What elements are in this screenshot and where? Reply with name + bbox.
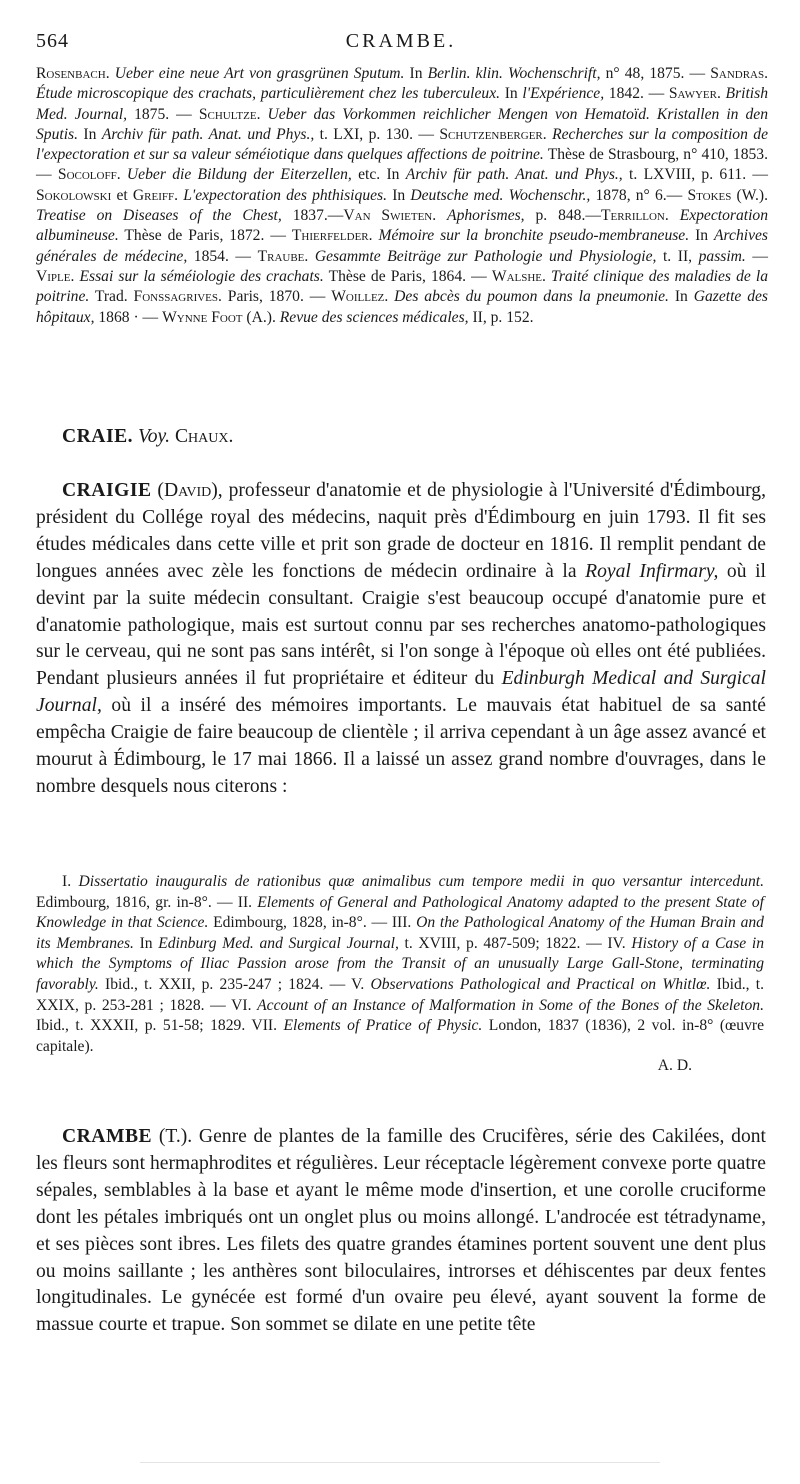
italic-title: Elements of General and Pathological Anatomy adapted to the present State of Knowledge in that Science. [36,893,765,932]
text-run: ), professeur d'anatomie et de physiologie à l'Université d'Édimbourg, président du Collége royal des médecins, naquit près d'Édimbourg en juin 1793. Il fit ses études médicales dans cette ville et prit son grade de docteur en 1816. Il remplit pendant de longues années avec zèle les fonctions de médecin ordinaire à la [36,480,766,582]
bibliography-block [36,64,768,328]
text-run: 1868 · — [94,308,163,326]
italic-title: Recherches sur la composition de l'expectoration et sur sa valeur séméiotique dans quelques affections de poitrine. [36,125,769,164]
author-name: Stokes [687,186,732,204]
italic-title: Étude microscopique des crachats, particulièrement chez les tuberculeux. [36,85,501,103]
text-run: p. 848.— [524,207,601,225]
author-name: Van Swieten [343,207,433,225]
text-run: . Paris, 1870. — [218,288,332,306]
author-name: David [163,480,212,501]
text-run: 1837.— [281,207,344,225]
text-run: . [70,267,80,285]
italic-title: Elements of Pratice of Physic. [283,1017,483,1035]
text-run: t. XVIII, p. 487-509; 1822. — IV. [398,934,632,952]
text-run: In [500,85,523,103]
voy-reference: Voy. [137,426,171,447]
italic-title: Des abcès du poumon dans la pneumonie. [394,288,669,306]
running-head: CRAMBE. [345,30,457,52]
author-name: Viple [36,267,71,285]
text-run: In [387,186,411,204]
author-name: Schutzenberger [439,125,543,143]
text-run: — [745,247,768,265]
italic-title: Expectoration albumineuse. [36,207,769,245]
text-run: . [105,65,115,82]
italic-title: Deutsche med. Wochenschr., [410,186,591,204]
italic-title: Dissertatio inauguralis de rationibus quæ animalibus cum tempore medii in quo versantur intercedunt. [78,873,764,890]
text-run: . [432,207,448,225]
text-run: Thèse de Strasbourg, n° 410, 1853. — [36,146,769,184]
author-name: Traube [257,247,305,265]
text-run: 1842. — [604,85,669,103]
text-run: Thèse de Paris, 1864. — [323,267,492,285]
text-run: etc. In [351,166,406,184]
craie-entry [36,424,766,451]
text-run: n° 48, 1875. — [600,65,711,82]
author-name: Thierfelder [291,227,369,245]
text-run: In [404,65,428,82]
text-run: . [542,125,553,143]
italic-title: History of a Case in which the Symptoms of Iliac Passion arose from the Transit of an unusually Large Gall-Stone, terminating favorably. [36,934,765,993]
headword-crambe: CRAMBE [62,1126,153,1147]
author-name: Rosenbach [36,65,106,82]
italic-title: Gazette des hôpitaux, [36,288,768,326]
text-run: In [78,125,102,143]
text-run: Thèse de Paris, 1872. — [118,227,292,245]
text-run: I. [62,873,79,890]
author-name: Sawyer [668,85,717,103]
text-run: . [716,85,726,103]
italic-title: Treatise on Diseases of the Chest, [36,207,282,225]
text-run: 1878, n° 6.— [590,186,688,204]
italic-title: Ueber die Bildung der Eiterzellen, [126,166,352,184]
italic-title: Gesammte Beiträge zur Pathologie und Physiologie, [314,247,657,265]
crambe-body: (T.). Genre de plantes de la famille des Crucifères, série des Cakilées, dont les fleurs sont hermaphrodites et régulières. Leur réceptacle légèrement convexe porte quatre sépales, semblables à la base et ayant le même mode d'insertion, et une corolle cruciforme dont les pétales imbriqués ont un onglet plus ou moins allongé. L'androcée est tétradyname, et ses pièces sont ibres. Les filets des quatre grandes étamines portent souvent une dent plus ou moins saillante ; les anthères sont biloculaires, introrses et déhiscentes par deux fentes longitudinales. Le gynécée est formé d'un ovaire peu élevé, ayant souvent la forme de massue courte et trapue. Son sommet se dilate en une petite tête [36,1126,766,1336]
italic-title: Royal Infirmary, [585,560,719,582]
author-name: Woillez [331,288,385,306]
author-name: Socoloff [57,166,117,184]
headword-craigie: CRAIGIE [62,480,152,501]
italic-title: Observations Pathological and Practical on Whitlœ. [370,975,711,993]
text-run: où il a inséré des mémoires importants. Le mauvais état habituel de sa santé empêcha Craigie de faire beaucoup de clientèle ; il arriva cependant à un âge assez avancé et mourut à Édimbourg, le 17 mai 1866. Il a laissé un assez grand nombre d'ouvrages, dans le nombre desquels nous citerons : [36,695,766,797]
text-run: . [664,207,680,225]
bleed-through-line [140,1462,660,1463]
italic-title: Essai sur la séméiologie des crachats. [79,267,324,285]
text-run: . [384,288,395,306]
craigie-entry [36,478,766,801]
text-run: (A.). [242,308,280,326]
page-header [36,30,766,56]
text-run: 1875. — [127,105,199,123]
italic-title: Ueber eine neue Art von grasgrünen Sputum. [114,65,405,82]
text-run: . [174,186,184,204]
text-run: t. LXVIII, p. 611. — [622,166,769,184]
page-number: 564 [36,30,69,52]
italic-title: British Med. Journal, [36,85,769,123]
italic-title: Revue des sciences médicales, [279,308,469,326]
author-name: Walshe [491,267,543,285]
text-run: . [764,65,769,82]
text-run: Ibid., t. XXIX, p. 253-281 ; 1828. — VI. [36,975,764,1014]
text-run: t. II, [656,247,699,265]
author-name: Schultze [198,105,257,123]
italic-title: Mémoire sur la bronchite pseudo-membraneuse. [378,227,690,245]
text-run: 1854. — [187,247,258,265]
text-run: Trad. [89,288,134,306]
craigie-works-list [36,872,764,1057]
text-run: Ibid., t. XXII, p. 235-247 ; 1824. — V. [98,975,371,993]
author-name: Sandras [710,65,765,82]
headword-craie: CRAIE. [62,426,134,447]
italic-title: Ueber das Vorkommen reichlicher Mengen von Hematoïd. Kristallen in den Sputis. [36,105,769,143]
italic-title: Aphorismes, [447,207,525,225]
text-run: . [542,267,552,285]
text-run: et [111,186,133,204]
text-run: où il devint par la suite médecin consultant. Craigie s'est beaucoup occupé d'anatomie pure et d'anatomie pathologique, mais est surtout connu par ses recherches anatomo-pathologiques sur le cerveau, qui ne sont pas sans intérêt, si l'on songe à l'époque où elles ont été publiées. Pendant plusieurs années il fut propriétaire et éditeur du [36,560,766,690]
italic-title: On the Pathological Anatomy of the Human Brain and its Membranes. [36,914,764,952]
text-run: t. LXI, p. 130. — [314,125,440,143]
craigie-body [36,480,766,797]
text-run: . [116,166,127,184]
text-run: London, 1837 (1836), 2 vol. in-8° (œuvre capitale). [36,1017,765,1055]
italic-title: Traité clinique des maladies de la poitrine. [36,267,769,306]
author-signature: A. D. [657,1057,692,1074]
cross-reference-target: Chaux. [174,426,234,447]
italic-title: passim. [698,247,746,265]
text-run: Edimbourg, 1828, in-8°. — III. [208,914,417,932]
crambe-entry [36,1124,766,1339]
text-run: . [304,247,315,265]
italic-title: Berlin. klin. Wochenschrift, [427,65,601,82]
italic-title: Archiv für path. Anat. und Phys., [405,166,623,184]
italic-title: Account of an Instance of Malformation in Some of the Bones of the Skeleton. [257,996,764,1014]
author-name: Sokolowski [36,186,112,204]
text-run: In [689,227,715,245]
text-run: In [668,288,694,306]
author-name: Greiff [132,186,175,204]
text-run: In [133,934,159,952]
italic-title: Edinburg Med. and Surgical Journal, [158,934,399,952]
text-run: Edimbourg, 1816, gr. in-8°. — II. [36,893,258,911]
italic-title: Archiv für path. Anat. und Phys., [101,125,315,143]
italic-title: L'expectoration des phthisiques. [183,186,388,204]
text-run: . [256,105,268,123]
text-run: Ibid., t. XXXII, p. 51-58; 1829. VII. [36,1017,284,1035]
text-run: . [368,227,379,245]
italic-title: Edinburgh Medical and Surgical Journal, [36,668,766,717]
author-name: Wynne Foot [162,308,243,326]
text-run: (W.). [731,186,769,204]
italic-title: Archives générales de médecine, [36,227,768,265]
text-run: ( [151,480,164,501]
author-name: Fonssagrives [133,288,219,306]
author-name: Terrillon [600,207,665,225]
italic-title: l'Expérience, [522,85,605,103]
text-run: II, p. 152. [468,308,534,326]
